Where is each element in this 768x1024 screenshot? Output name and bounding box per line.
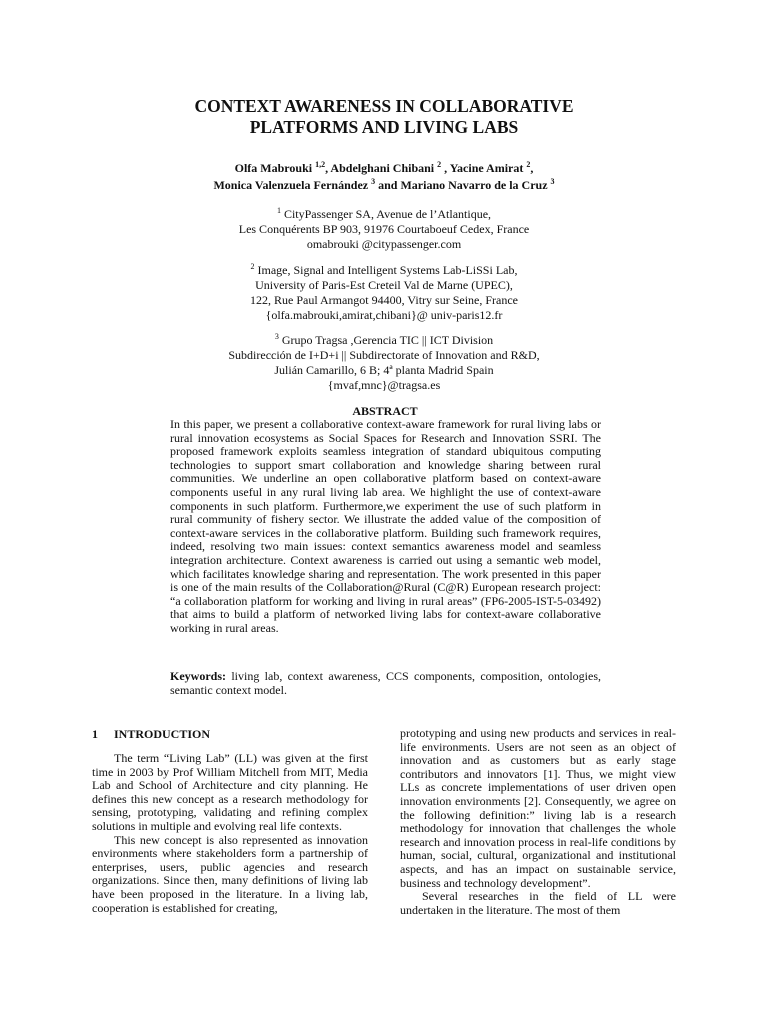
affiliation-text: Image, Signal and Intelligent Systems Lab-LiSSi Lab,	[254, 263, 518, 277]
affiliation-line	[150, 207, 618, 222]
authors-line-2	[110, 177, 658, 194]
affiliation-line: Subdirección de I+D+i || Subdirectorate of Innovation and R&D,	[228, 348, 540, 362]
affiliation-line	[150, 333, 618, 348]
keywords-text: living lab, context awareness, CCS components, composition, ontologies, semantic context model.	[170, 669, 601, 697]
author-name: , Yacine Amirat	[441, 161, 527, 175]
author-separator: ,	[530, 161, 534, 175]
title-line-1: CONTEXT AWARENESS IN COLLABORATIVE	[194, 96, 574, 116]
section-heading-introduction	[92, 727, 372, 741]
body-paragraph: prototyping and using new products and services in real-life environments. Users are not seen as an object of innovation and as customers but as early stage contributors and innovators [1]. Thus, we might view LLs as concrete implementations of user driven open innovation environments [2]. Consequently, we agree on the following definition:” living lab is a research methodology for innovation that challenges the whole research and innovation process in real-life conditions by human, social, cultural, organizational and institutional aspects, and has an impact on sustainable service, business and technology development”.	[400, 726, 676, 890]
author-list	[110, 160, 658, 194]
author-name: , Abdelghani Chibani	[325, 161, 438, 175]
abstract-heading: ABSTRACT	[352, 404, 418, 418]
affiliation-2	[150, 263, 618, 323]
affiliation-line: Les Conquérents BP 903, 91976 Courtaboeuf Cedex, France	[238, 222, 530, 236]
section-title: INTRODUCTION	[114, 727, 211, 741]
affiliation-line	[150, 263, 618, 278]
keywords	[170, 670, 601, 697]
left-column	[92, 752, 368, 915]
title-line-2: PLATFORMS AND LIVING LABS	[249, 117, 519, 137]
keywords-label: Keywords:	[170, 669, 226, 683]
author-affil-mark: 3	[550, 177, 555, 186]
authors-line-1	[110, 160, 658, 177]
paper-title	[120, 96, 648, 138]
author-affil-mark: 2	[526, 160, 531, 169]
affiliation-3	[150, 333, 618, 393]
affiliation-email: {olfa.mabrouki,amirat,chibani}@ univ-paris12.fr	[265, 308, 503, 322]
affiliation-line: University of Paris-Est Creteil Val de Marne (UPEC),	[255, 278, 513, 292]
affiliation-line: 122, Rue Paul Armangot 94400, Vitry sur Seine, France	[249, 293, 519, 307]
abstract-text: In this paper, we present a collaborative context-aware framework for rural living labs or rural innovation ecosystems as Social Spaces for Research and Innovation SSRI. The proposed framework exploits seamless integration of standard ubiquitous computing technologies to support smart collaboration and knowledge sharing between rural communities. We underline an open collaborative platform based on context-aware components useful in any rural living lab area. We highlight the use of context-aware components in such platform. Furthermore,we experiment the use of such platform in rural community of fishery sector. We illustrate the added value of the composition of context-aware services in the collaborative platform. Building such framework requires, indeed, resolving two main issues: context semantics awareness model and seamless integration architecture. Context awareness is carried out using a semantic web model, which facilitates knowledge sharing and representation. The work presented in this paper is one of the main results of the Collaboration@Rural (C@R) European research project: “a collaboration platform for working and living in rural areas” (FP6-2005-IST-5-03492) that aims to build a platform of networked living labs for context-aware collaborative working in rural areas.	[170, 417, 601, 635]
right-column	[400, 727, 676, 917]
section-number: 1	[92, 727, 98, 741]
affiliation-text: CityPassenger SA, Avenue de l’Atlantique,	[280, 207, 492, 221]
body-paragraph: This new concept is also represented as innovation environments where stakeholders form a partnership of enterprises, users, public agencies and research organizations. Since then, many definitions of living lab have been proposed in the literature. In a living lab, cooperation is established for creating,	[92, 832, 368, 915]
affiliation-mark: 1	[276, 206, 281, 215]
affiliation-line: Julián Camarillo, 6 B; 4ª planta Madrid Spain	[274, 363, 494, 377]
author-name: and Mariano Navarro de la Cruz	[375, 178, 551, 192]
affiliation-email: omabrouki @citypassenger.com	[306, 237, 462, 251]
author-name: Monica Valenzuela Fernández	[213, 178, 372, 192]
author-name: Olfa Mabrouki	[234, 161, 316, 175]
author-affil-mark: 3	[371, 177, 376, 186]
affiliation-mark: 2	[250, 262, 255, 271]
body-paragraph: Several researches in the field of LL were undertaken in the literature. The most of them	[400, 889, 676, 917]
affiliation-mark: 3	[274, 332, 279, 341]
author-affil-mark: 1,2	[315, 160, 326, 169]
author-affil-mark: 2	[437, 160, 442, 169]
affiliation-1	[150, 207, 618, 252]
affiliation-text: Grupo Tragsa ,Gerencia TIC || ICT Division	[278, 333, 494, 347]
affiliation-email: {mvaf,mnc}@tragsa.es	[327, 378, 441, 392]
body-paragraph: The term “Living Lab” (LL) was given at the first time in 2003 by Prof William Mitchell from MIT, Media Lab and School of Architecture and city planning. He defines this new concept as a research methodology for sensing, prototyping, validating and refining complex solutions in multiple and evolving real life contexts.	[92, 751, 368, 833]
